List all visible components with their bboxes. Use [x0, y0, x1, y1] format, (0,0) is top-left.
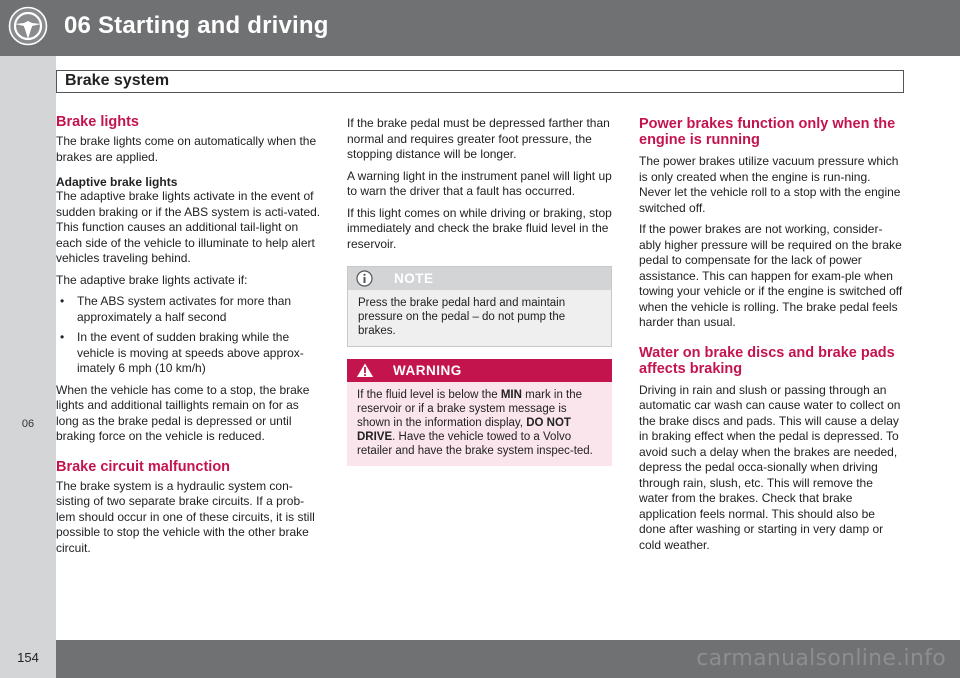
list-item: • The ABS system activates for more than approximately a half second [60, 294, 292, 324]
column-middle [347, 116, 612, 466]
adaptive-brake-lights-heading: Adaptive brake lights [56, 175, 178, 189]
water-brake-discs-text: Driving in rain and slush or passing through an automatic car wash can cause water to collect on the brake discs and pads. This will cause a delay in braking effect when the pedal is depressed. To avoid such a delay when the brakes are needed, depress the pedal occa-sionally when driving through rain, slush, etc. This will remove the water from the brakes. Check that brake application feels normal. This should also be done after washing or starting in very damp or cold weather. [639, 382, 901, 552]
brake-circuit-malfunction-text: The brake system is a hydraulic system con-sisting of two separate brake circuits. If a prob-lem should occur in one of these circuits, it is still possible to stop the vehicle with the other brake circuit. [56, 478, 315, 555]
section-title: Brake system [65, 72, 170, 89]
warning-text: If the fluid level is below the MIN mark in the reservoir or if a brake system message is shown in the information display, DO NOT DRIVE. Have the vehicle towed to a Volvo retailer and have the brake system inspec-ted. [357, 389, 593, 457]
bullet-list [56, 294, 321, 377]
steering-wheel-icon [8, 6, 48, 46]
page-number: 154 [17, 650, 39, 665]
bullet-icon: • [60, 330, 65, 344]
brake-lights-text: The brake lights come on automatically when the brakes are applied. [56, 134, 317, 164]
note-text: Press the brake pedal hard and maintain pressure on the pedal – do not pump the brakes. [358, 297, 566, 337]
warning-header [347, 359, 612, 382]
info-icon [356, 270, 373, 287]
chapter-side-strip [0, 56, 56, 640]
bullet-icon: • [60, 294, 65, 308]
warning-box [347, 359, 612, 466]
pedal-text: If the brake pedal must be depressed farther than normal and requires greater foot pressure, the stopping distance will be longer. [347, 116, 610, 161]
activate-intro: The adaptive brake lights activate if: [56, 272, 248, 287]
water-brake-discs-heading: Water on brake discs and brake pads affects braking [639, 344, 895, 377]
note-header [348, 267, 611, 290]
power-brakes-text-2: If the power brakes are not working, consider-ably higher pressure will be required on the brake pedal to compensate for the lack of power assistance. This can happen for exam-ple when towing your vehicle or if the engine is switched off when the vehicle is rolling. The brake pedal feels harder than usual. [639, 222, 903, 329]
light-comes-on-text: If this light comes on while driving or braking, stop immediately and check the brake fluid level in the reservoir. [347, 205, 612, 251]
note-box [347, 266, 612, 347]
header-bar [0, 0, 960, 56]
warning-light-text: A warning light in the instrument panel will light up to warn the driver that a fault has occurred. [347, 168, 612, 198]
footer-bar [0, 640, 960, 678]
stop-text: When the vehicle has come to a stop, the brake lights and additional taillights remain on for as long as the brake pedal is depressed or until braking force on the vehicle is reduced. [56, 382, 310, 443]
list-item: • In the event of sudden braking while the vehicle is moving at speeds above approx-imately 6 mph (10 km/h) [60, 330, 304, 375]
warning-triangle-icon [355, 361, 375, 379]
column-right [639, 116, 904, 559]
footer-page-tab [0, 640, 56, 678]
power-brakes-heading: Power brakes function only when the engine is running [639, 116, 896, 148]
note-label: NOTE [394, 271, 434, 286]
power-brakes-text-1: The power brakes utilize vacuum pressure which is only created when the engine is run-ning. Never let the vehicle roll to a stop with the engine switched off. [639, 154, 901, 215]
watermark: carmanualsonline.info [696, 646, 946, 671]
column-left [56, 114, 321, 562]
chapter-tab: 06 [21, 418, 35, 430]
section-title-box [56, 70, 904, 93]
chapter-title: 06 Starting and driving [64, 12, 329, 39]
adaptive-brake-lights-text: The adaptive brake lights activate in the event of sudden braking or if the ABS system is acti-vated. This function causes an additional tail-light on each side of the vehicle to illuminate to help alert vehicles traveling behind. [56, 189, 321, 265]
brake-lights-heading: Brake lights [56, 114, 139, 130]
brake-circuit-malfunction-heading: Brake circuit malfunction [56, 458, 231, 475]
warning-label: WARNING [393, 363, 462, 378]
